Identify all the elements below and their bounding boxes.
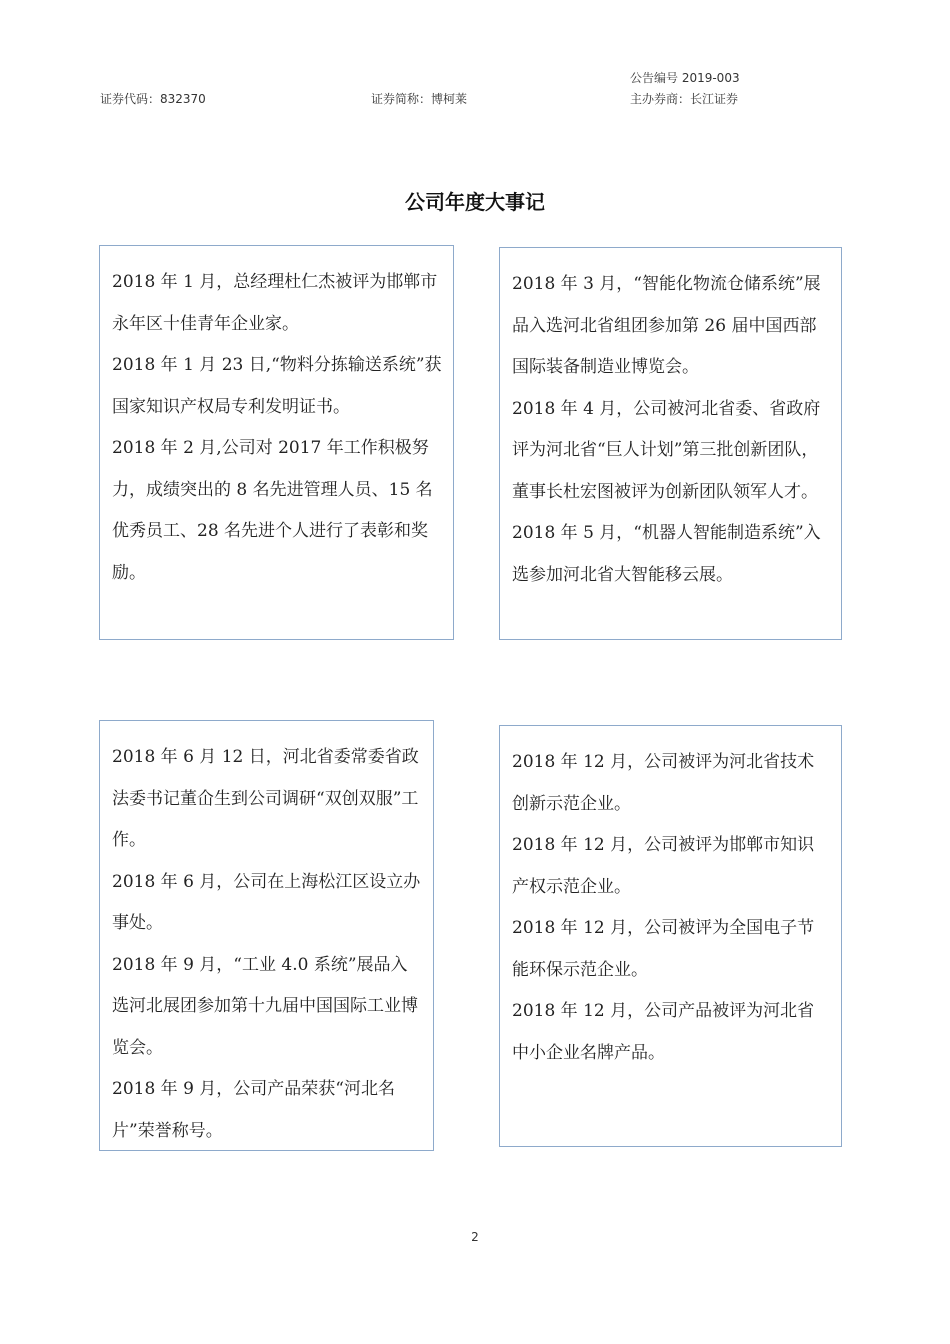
event-paragraph: 2018 年 12 月，公司被评为邯郸市知识产权示范企业。 — [512, 835, 815, 897]
announcement-number: 公告编号 2019-003 — [630, 71, 740, 85]
event-paragraph: 2018 年 12 月，公司产品被评为河北省中小企业名牌产品。 — [512, 1001, 815, 1063]
event-paragraph: 2018 年 4 月，公司被河北省委、省政府评为河北省“巨人计划”第三批创新团队，董事长杜宏图被评为创新团队领军人才。 — [512, 398, 821, 502]
event-paragraph: 2018 年 6 月 12 日，河北省委常委省政法委书记董仚生到公司调研“双创双服”工作。 — [112, 747, 419, 850]
event-paragraph: 2018 年 9 月，公司产品荣获“河北名片”荣誉称号。 — [112, 1079, 395, 1141]
events-box-dec — [499, 725, 842, 1147]
page-title: 公司年度大事记 — [405, 190, 545, 214]
stock-code: 证券代码：832370 — [100, 92, 206, 106]
event-paragraph: 2018 年 12 月，公司被评为河北省技术创新示范企业。 — [512, 752, 815, 814]
event-paragraph: 2018 年 9 月，“工业 4.0 系统”展品入选河北展团参加第十九届中国国际工业博览会。 — [112, 954, 418, 1058]
event-paragraph: 2018 年 12 月，公司被评为全国电子节能环保示范企业。 — [512, 918, 815, 980]
event-paragraph: 2018 年 1 月，总经理杜仁杰被评为邯郸市永年区十佳青年企业家。 — [112, 272, 438, 334]
event-paragraph: 2018 年 2 月,公司对 2017 年工作积极努力，成绩突出的 8 名先进管理人员、15 名优秀员工、28 名先进个人进行了表彰和奖励。 — [112, 438, 433, 583]
event-paragraph: 2018 年 1 月 23 日,“物料分拣输送系统”获国家知识产权局专利发明证书。 — [112, 355, 442, 417]
events-box-mar-may — [499, 247, 842, 640]
page-number: 2 — [471, 1230, 479, 1244]
event-paragraph: 2018 年 6 月，公司在上海松江区设立办事处。 — [112, 871, 421, 933]
sponsor-broker: 主办券商：长江证券 — [630, 92, 739, 106]
event-paragraph: 2018 年 3 月，“智能化物流仓储系统”展品入选河北省组团参加第 26 届中国西部国际装备制造业博览会。 — [512, 274, 821, 377]
events-box-jun-sep — [99, 720, 434, 1151]
events-box-jan-feb — [99, 245, 454, 640]
stock-name: 证券简称：博柯莱 — [371, 92, 468, 106]
event-paragraph: 2018 年 5 月，“机器人智能制造系统”入选参加河北省大智能移云展。 — [512, 523, 821, 585]
